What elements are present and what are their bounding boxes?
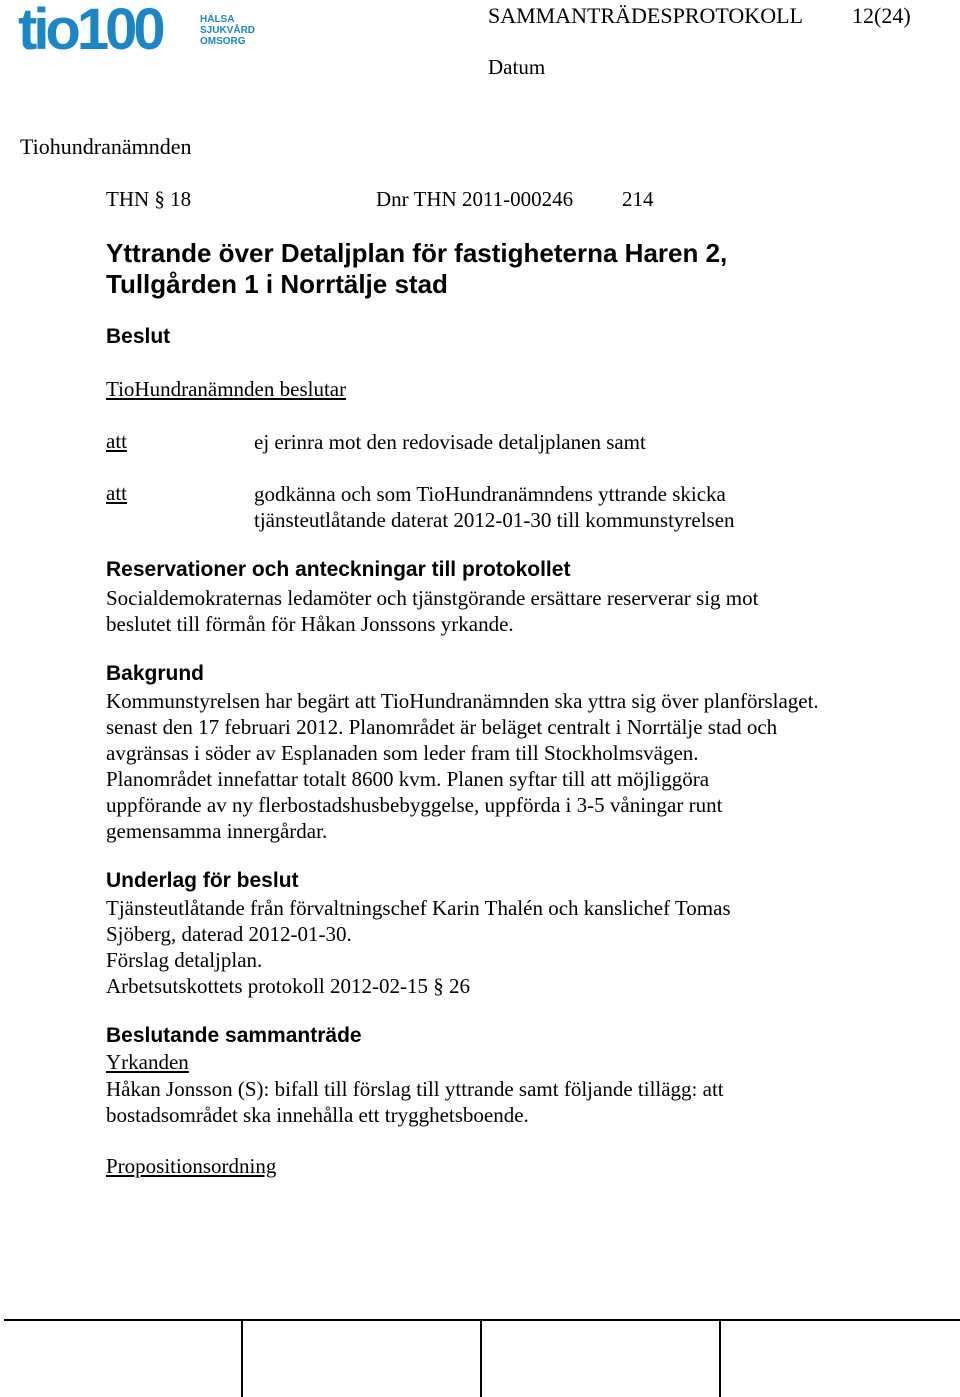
text-line: uppförande av ny flerbostadshusbebyggelse, uppförda i 3-5 våningar runt <box>106 793 723 817</box>
beslut-item-line: godkänna och som TioHundranämndens yttrande skicka <box>254 482 726 506</box>
footer-divider <box>241 1321 243 1397</box>
text-line: Sjöberg, daterad 2012-01-30. <box>106 922 352 946</box>
text-line: Tjänsteutlåtande från förvaltningschef Karin Thalén och kanslichef Tomas <box>106 896 731 920</box>
text-line: gemensamma innergårdar. <box>106 819 328 843</box>
logo-wordmark: tio100 <box>18 0 162 62</box>
page-title <box>106 238 727 300</box>
case-number: 214 <box>622 187 654 211</box>
footer-divider <box>719 1321 721 1397</box>
beslut-item-text <box>254 481 735 533</box>
bakgrund-text <box>106 688 819 844</box>
text-line: beslutet till förmån för Håkan Jonssons yrkande. <box>106 612 514 636</box>
beslut-heading: Beslut <box>106 325 171 348</box>
sammantrade-text <box>106 1076 724 1128</box>
title-line: Yttrande över Detaljplan för fastigheterna Haren 2, <box>106 238 728 268</box>
doc-type: SAMMANTRÄDESPROTOKOLL <box>488 3 803 28</box>
text-line: bostadsområdet ska innehålla ett trygghetsboende. <box>106 1103 529 1127</box>
text-line: avgränsas i söder av Esplanaden som leder fram till Stockholmsvägen. <box>106 741 699 765</box>
underlag-heading: Underlag för beslut <box>106 869 299 892</box>
case-dnr: Dnr THN 2011-000246 <box>376 187 574 211</box>
beslut-item-marker: att <box>106 481 127 505</box>
page-number: 12(24) <box>852 3 911 28</box>
org-name: Tiohundranämnden <box>20 134 192 159</box>
propositionsordning-subheading: Propositionsordning <box>106 1154 277 1178</box>
text-line: Arbetsutskottets protokoll 2012-02-15 § 26 <box>106 974 470 998</box>
tio100-logo <box>18 0 256 62</box>
logo-subtext: HÄLSA SJUKVÅRD OMSORG <box>200 14 256 47</box>
beslut-intro: TioHundranämnden beslutar <box>106 377 347 401</box>
beslut-item-line: ej erinra mot den redovisade detaljplanen samt <box>254 430 646 454</box>
footer-divider <box>480 1321 482 1397</box>
text-line: Kommunstyrelsen har begärt att TioHundranämnden ska yttra sig över planförslaget. <box>106 689 819 713</box>
text-line: Förslag detaljplan. <box>106 948 263 972</box>
case-paragraph: THN § 18 <box>106 187 192 211</box>
beslut-item-line: tjänsteutlåtande daterat 2012-01-30 till kommunstyrelsen <box>254 508 735 532</box>
sammantrade-heading: Beslutande sammanträde <box>106 1024 362 1047</box>
date-label: Datum <box>488 55 546 79</box>
reservationer-text <box>106 585 758 637</box>
beslut-item-marker: att <box>106 429 127 453</box>
reservationer-heading: Reservationer och anteckningar till protokollet <box>106 558 571 581</box>
bakgrund-heading: Bakgrund <box>106 662 205 685</box>
text-line: Planområdet innefattar totalt 8600 kvm. Planen syftar till att möjliggöra <box>106 767 710 791</box>
text-line: Socialdemokraternas ledamöter och tjänstgörande ersättare reserverar sig mot <box>106 586 759 610</box>
title-line: Tullgården 1 i Norrtälje stad <box>106 269 448 299</box>
yrkanden-subheading: Yrkanden <box>106 1050 189 1074</box>
footer-rule <box>4 1319 960 1321</box>
beslut-item-text <box>254 429 646 455</box>
text-line: senast den 17 februari 2012. Planområdet är beläget centralt i Norrtälje stad och <box>106 715 778 739</box>
text-line: Håkan Jonsson (S): bifall till förslag till yttrande samt följande tillägg: att <box>106 1077 724 1101</box>
underlag-text <box>106 895 731 999</box>
